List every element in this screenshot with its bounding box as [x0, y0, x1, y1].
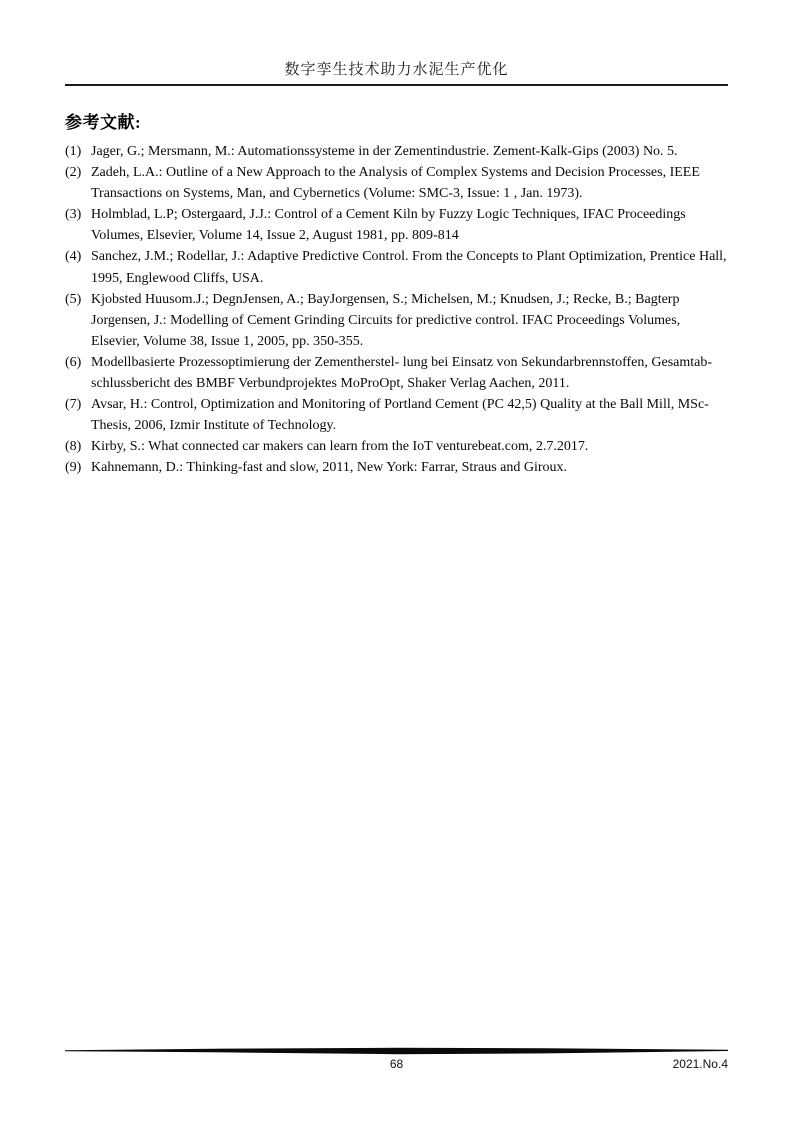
reference-text: Modellbasierte Prozessoptimierung der Zementherstel- lung bei Einsatz von Sekundarbrennstoffen, Gesamtab- schlussbericht des BMBF Verbundprojektes MoProOpt, Shaker Verlag Aachen, 2011.: [91, 354, 713, 392]
page-content: [65, 108, 728, 479]
page-header: [65, 58, 728, 86]
references-heading: 参考文献:: [65, 113, 142, 132]
reference-number: (1): [65, 144, 82, 159]
footer-rule-bar: [65, 1047, 728, 1055]
footer-row: [65, 1057, 728, 1073]
reference-text: Sanchez, J.M.; Rodellar, J.: Adaptive Predictive Control. From the Concepts to Plant Optimization, Prentice Hall, 1995, Englewood Cliffs, USA.: [91, 249, 727, 286]
reference-text: Avsar, H.: Control, Optimization and Monitoring of Portland Cement (PC 42,5) Quality at the Ball Mill, MSc- Thesis, 2006, Izmir Institute of Technology.: [91, 397, 709, 434]
reference-number: (8): [65, 439, 82, 455]
page-number: 68: [389, 1057, 404, 1071]
reference-number: (5): [65, 291, 82, 307]
reference-text: Holmblad, L.P; Ostergaard, J.J.: Control of a Cement Kiln by Fuzzy Logic Techniques, IFAC Proceedings Volumes, Elsevier, Volume 14, Issue 2, August 1981, pp. 809-814: [91, 207, 686, 244]
reference-item: [65, 289, 728, 352]
page-footer: [65, 1047, 728, 1073]
reference-number: (4): [65, 249, 82, 265]
reference-text: Jager, G.; Mersmann, M.: Automationssysteme in der Zementindustrie. Zement-Kalk-Gips (2003) No. 5.: [91, 144, 678, 159]
reference-number: (7): [65, 397, 82, 413]
reference-item: [65, 457, 728, 478]
reference-number: (3): [65, 207, 82, 223]
reference-item: [65, 162, 728, 204]
reference-item: [65, 204, 728, 246]
reference-item: [65, 394, 728, 436]
reference-item: [65, 352, 728, 394]
running-header-title: 数字孪生技术助力水泥生产优化: [284, 62, 509, 78]
reference-number: (6): [65, 354, 82, 370]
reference-item: [65, 436, 728, 457]
reference-text: Kjobsted Huusom.J.; DegnJensen, A.; BayJorgensen, S.; Michelsen, M.; Knudsen, J.; Recke, B.; Bagterp Jorgensen, J.: Modelling of Cement Grinding Circuits for predictive control. IFAC Proceedings Volumes, Elsevier, Volume 38, Issue 1, 2005, pp. 350-355.: [91, 291, 681, 349]
reference-item: [65, 246, 728, 288]
reference-number: (2): [65, 165, 82, 181]
issue-label: 2021.No.4: [672, 1057, 728, 1071]
reference-number: (9): [65, 460, 82, 476]
reference-item: [65, 141, 728, 162]
reference-text: Zadeh, L.A.: Outline of a New Approach to the Analysis of Complex Systems and Decision Processes, IEEE Transactions on Systems, Man, and Cybernetics (Volume: SMC-3, Issue: 1 , Jan. 1973).: [91, 165, 700, 202]
reference-text: Kahnemann, D.: Thinking-fast and slow, 2011, New York: Farrar, Straus and Giroux.: [91, 460, 568, 476]
references-list: [65, 141, 728, 479]
reference-text: Kirby, S.: What connected car makers can learn from the IoT venturebeat.com, 2.7.2017.: [91, 439, 589, 455]
